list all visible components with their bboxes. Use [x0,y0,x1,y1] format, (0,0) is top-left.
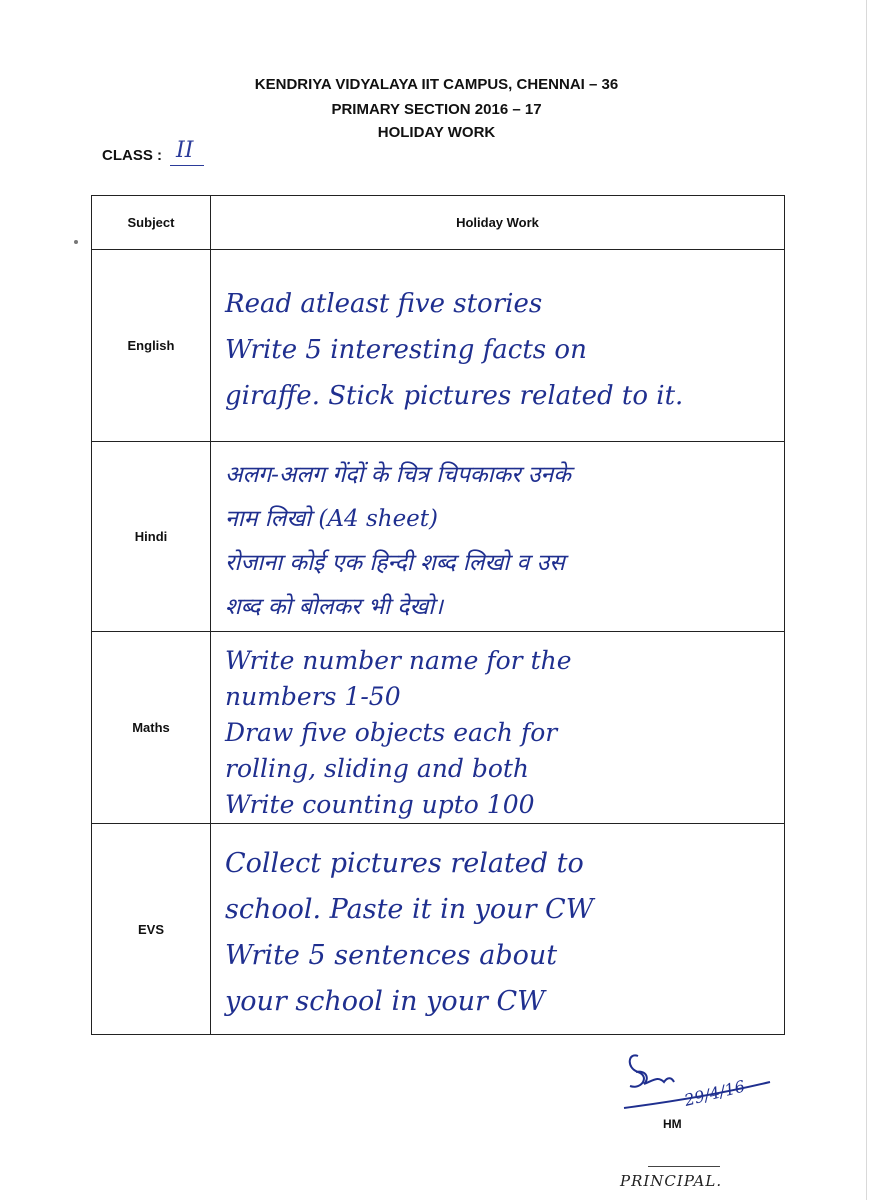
work-column-header: Holiday Work [211,196,785,250]
class-label: CLASS : [102,147,162,164]
subject-cell: Maths [92,632,211,824]
hm-signature [620,1042,790,1122]
work-cell [211,824,785,1035]
hm-label: HM [663,1117,682,1131]
work-cell [211,250,785,442]
class-value: II [176,138,194,163]
table-row [92,824,785,1035]
scan-speck [74,240,78,244]
hm-signature-date: 29/4/16 [682,1076,747,1110]
document-title: HOLIDAY WORK [377,124,496,141]
handwritten-work: Read atleast five stories Write 5 interesting facts on giraffe. Stick pictures related to it. [225,288,684,411]
work-cell [211,442,785,632]
table-row [92,250,785,442]
school-name: KENDRIYA VIDYALAYA IIT CAMPUS, CHENNAI – 36 [254,76,619,93]
table-header-row [92,196,785,250]
subject-column-header: Subject [92,196,211,250]
class-underline [170,165,204,166]
principal-label: PRINCIPAL. [620,1172,723,1190]
handwritten-work: अलग-अलग गेंदों के चित्र चिपकाकर उनके नाम लिखो (A4 sheet) रोजाना कोई एक हिन्दी शब्द लिखो व उस शब्द को बोलकर भी देखो। [225,461,571,620]
section-heading: PRIMARY SECTION 2016 – 17 [331,101,542,118]
subject-cell: Hindi [92,442,211,632]
handwritten-work: Collect pictures related to school. Paste it in your CW Write 5 sentences about your school in your CW [225,848,594,1017]
table-row [92,442,785,632]
principal-signature-line [648,1166,720,1167]
work-cell [211,632,785,824]
handwritten-work: Write number name for the numbers 1-50 Draw five objects each for rolling, sliding and both Write counting upto 100 [225,645,572,819]
table-row [92,632,785,824]
subject-cell: EVS [92,824,211,1035]
subject-cell: English [92,250,211,442]
holiday-work-table [91,195,785,1035]
page-edge [866,0,867,1200]
